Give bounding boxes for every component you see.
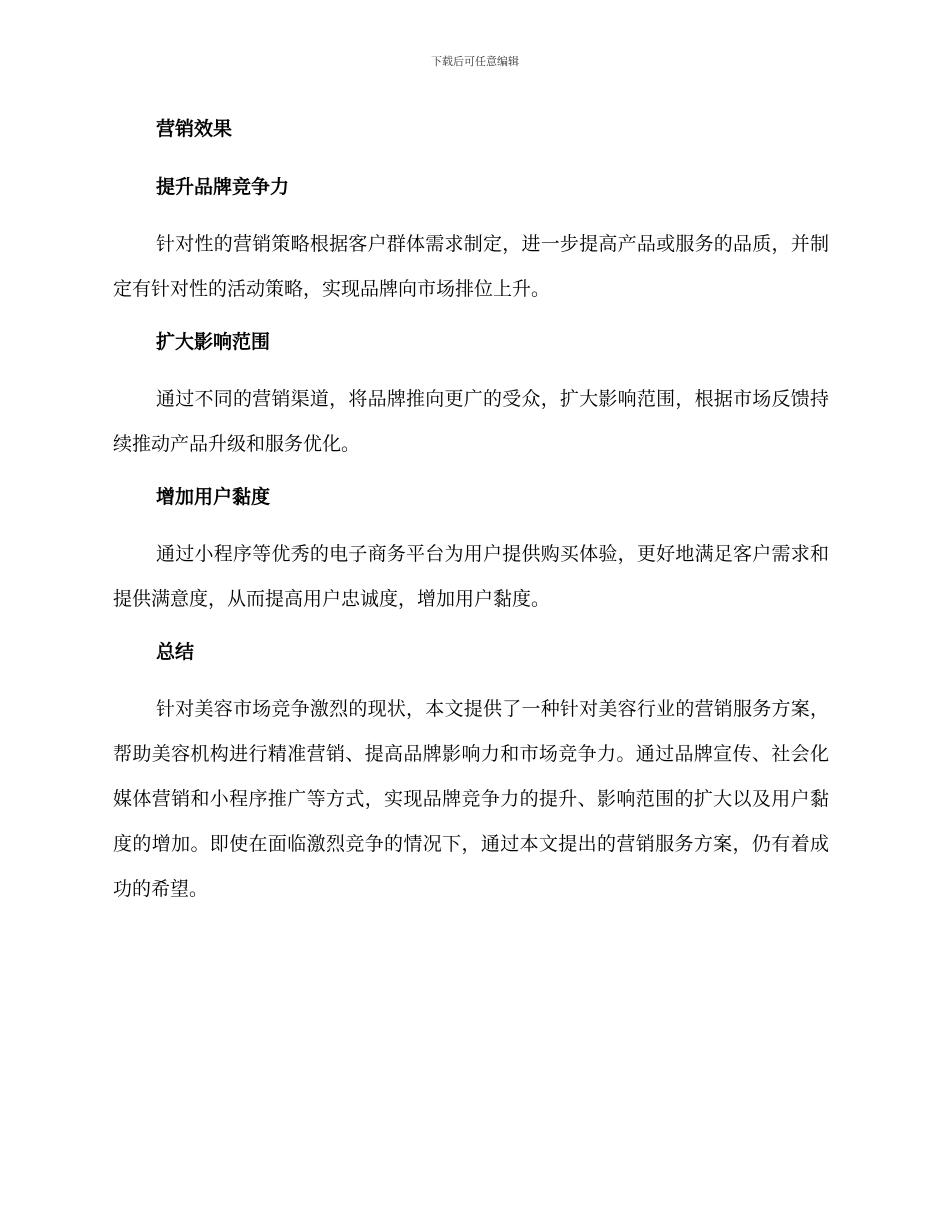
document-body <box>113 113 829 926</box>
section-heading-summary: 总结 <box>156 641 195 663</box>
paragraph-summary: 针对美容市场竞争激烈的现状，本文提供了一种针对美容行业的营销服务方案，帮助美容机构进行精准营销、提高品牌影响力和市场竞争力。通过品牌宣传、社会化媒体营销和小程序推广等方式，实现品牌竞争力的提升、影响范围的扩大以及用户黏度的增加。即使在面临激烈竞争的情况下，通过本文提出的营销服务方案，仍有着成功的希望。 <box>113 698 829 900</box>
paragraph-brand-competitiveness: 针对性的营销策略根据客户群体需求制定，进一步提高产品或服务的品质，并制定有针对性的活动策略，实现品牌向市场排位上升。 <box>113 233 829 300</box>
page-header-note: 下载后可任意编辑 <box>431 55 519 68</box>
section-heading-expand-influence: 扩大影响范围 <box>156 331 271 353</box>
paragraph-expand-influence: 通过不同的营销渠道，将品牌推向更广的受众，扩大影响范围，根据市场反馈持续推动产品升级和服务优化。 <box>113 388 829 455</box>
paragraph-user-stickiness: 通过小程序等优秀的电子商务平台为用户提供购买体验，更好地满足客户需求和提供满意度，从而提高用户忠诚度，增加用户黏度。 <box>113 543 829 610</box>
section-heading-user-stickiness: 增加用户黏度 <box>156 486 271 508</box>
section-heading-brand-competitiveness: 提升品牌竞争力 <box>156 176 290 198</box>
section-heading-marketing-effect: 营销效果 <box>156 118 233 140</box>
